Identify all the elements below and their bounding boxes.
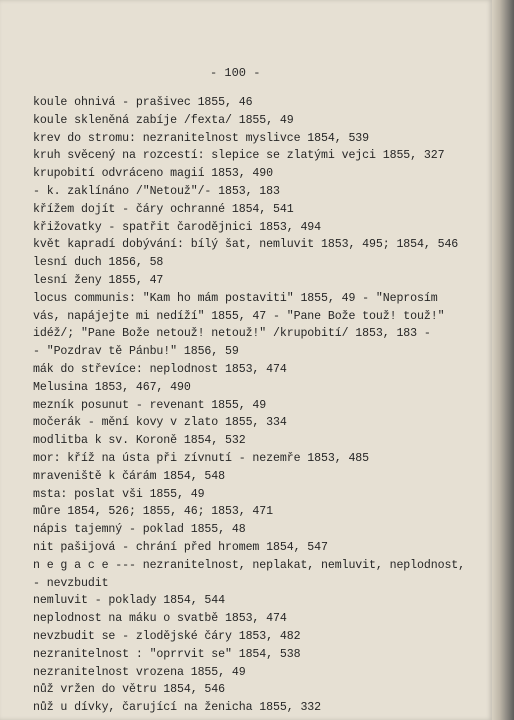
index-entry: křižovatky - spatřit čarodějnici 1853, 494 [33, 220, 322, 234]
index-entry: krev do stromu: nezranitelnost myslivce 1854, 539 [33, 131, 370, 145]
index-entry: neplodnost na máku o svatbě 1853, 474 [33, 612, 287, 626]
index-entry: - "Pozdrav tě Pánbu!" 1856, 59 [33, 345, 239, 359]
index-entry: vás, napájejte mi nedíží" 1855, 47 - "Pane Bože touž! touž!" [33, 309, 445, 323]
index-entry: krupobití odvráceno magií 1853, 490 [33, 167, 274, 181]
index-entry: křížem dojít - čáry ochranné 1854, 541 [33, 202, 294, 216]
index-entry: kruh svěcený na rozcestí: slepice se zlatými vejci 1855, 327 [33, 149, 445, 163]
index-entry: n e g a c e --- nezranitelnost, neplakat, nemluvit, neplodnost, [33, 558, 466, 572]
index-entry: mor: kříž na ústa při zívnutí - nezemře 1853, 485 [33, 451, 370, 465]
index-entry: lesní duch 1856, 58 [33, 256, 164, 270]
index-entry: nevzbudit se - zlodějské čáry 1853, 482 [33, 629, 301, 643]
index-entry: nůž u dívky, čarující na ženicha 1855, 332 [33, 701, 322, 715]
index-entry: nezranitelnost : "oprrvit se" 1854, 538 [33, 647, 301, 661]
page-edge [492, 0, 514, 720]
index-entry: nápis tajemný - poklad 1855, 48 [33, 523, 246, 537]
index-entry: nezranitelnost vrozena 1855, 49 [33, 665, 246, 679]
index-entry: mraveniště k čárám 1854, 548 [33, 469, 226, 483]
index-entry: nemluvit - poklady 1854, 544 [33, 594, 226, 608]
index-entry: Melusina 1853, 467, 490 [33, 380, 191, 394]
index-entry: idéž/; "Pane Bože netouž! netouž!" /krupobití/ 1853, 183 - [33, 327, 431, 341]
index-entry: locus communis: "Kam ho mám postaviti" 1855, 49 - "Neprosím [33, 291, 438, 305]
index-entry: mezník posunut - revenant 1855, 49 [33, 398, 267, 412]
index-entry: lesní ženy 1855, 47 [33, 273, 164, 287]
index-entry: msta: poslat vši 1855, 49 [33, 487, 205, 501]
index-entry: koule skleněná zabíje /fexta/ 1855, 49 [33, 113, 294, 127]
index-entries [33, 94, 465, 717]
index-entry: modlitba k sv. Koroně 1854, 532 [33, 434, 246, 448]
index-entry: - nevzbudit [33, 576, 109, 590]
index-entry: můre 1854, 526; 1855, 46; 1853, 471 [33, 505, 274, 519]
index-entry: mák do střevíce: neplodnost 1853, 474 [33, 362, 287, 376]
index-entry: nůž vržen do větru 1854, 546 [33, 683, 226, 697]
page-number: - 100 - [210, 66, 261, 80]
index-entry: koule ohnivá - prašivec 1855, 46 [33, 96, 253, 109]
index-entry: močerák - mění kovy v zlato 1855, 334 [33, 416, 287, 430]
index-entry: nit pašijová - chrání před hromem 1854, 547 [33, 540, 328, 554]
index-entry: - k. zaklínáno /"Netouž"/- 1853, 183 [33, 184, 280, 198]
index-entry: květ kapradí dobývání: bílý šat, nemluvit 1853, 495; 1854, 546 [33, 238, 459, 252]
